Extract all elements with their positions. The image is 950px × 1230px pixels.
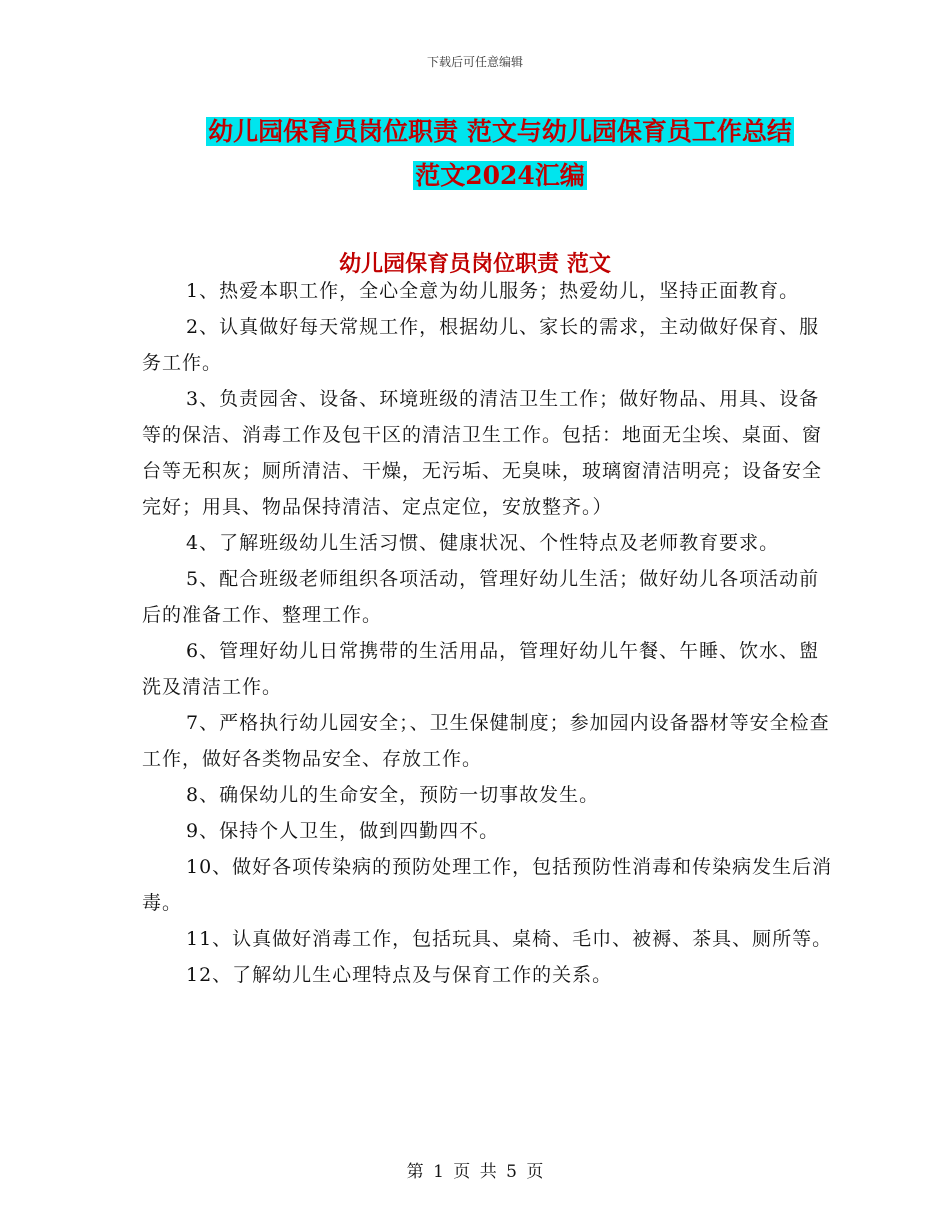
document-title-line-2: 范文2024汇编 xyxy=(415,161,585,190)
paragraph-11: 11、认真做好消毒工作，包括玩具、桌椅、毛巾、被褥、茶具、厕所等。 xyxy=(186,928,833,950)
paragraph-10: 10、做好各项传染病的预防处理工作，包括预防性消毒和传染病发生后消毒。 xyxy=(142,856,833,914)
page-header-note: 下载后可任意编辑 xyxy=(426,55,523,69)
paragraph-12: 12、了解幼儿生心理特点及与保育工作的关系。 xyxy=(186,964,613,986)
paragraph-9: 9、保持个人卫生，做到四勤四不。 xyxy=(186,820,500,842)
paragraph-5: 5、配合班级老师组织各项活动，管理好幼儿生活；做好幼儿各项活动前后的准备工作、整理工作。 xyxy=(142,568,820,626)
paragraph-6: 6、管理好幼儿日常携带的生活用品，管理好幼儿午餐、午睡、饮水、盥洗及清洁工作。 xyxy=(142,640,820,698)
paragraph-2: 2、认真做好每天常规工作，根据幼儿、家长的需求，主动做好保育、服务工作。 xyxy=(142,316,820,374)
section-heading: 幼儿园保育员岗位职责 范文 xyxy=(339,251,611,277)
paragraph-4: 4、了解班级幼儿生活习惯、健康状况、个性特点及老师教育要求。 xyxy=(186,532,780,554)
paragraph-8: 8、确保幼儿的生命安全，预防一切事故发生。 xyxy=(186,784,600,806)
paragraph-7: 7、严格执行幼儿园安全；、卫生保健制度；参加园内设备器材等安全检查工作，做好各类物品安全、存放工作。 xyxy=(142,712,830,770)
paragraph-3: 3、负责园舍、设备、环境班级的清洁卫生工作；做好物品、用具、设备等的保洁、消毒工作及包干区的清洁卫生工作。包括：地面无尘埃、桌面、窗台等无积灰；厕所清洁、干燥，无污垢、无臭味，玻璃窗清洁明亮；设备安全完好；用具、物品保持清洁、定点定位，安放整齐。） xyxy=(142,388,823,518)
page-number-footer: 第 1 页 共 5 页 xyxy=(406,1162,544,1182)
document-body xyxy=(142,273,834,993)
document-title xyxy=(150,110,850,198)
paragraph-1: 1、热爱本职工作，全心全意为幼儿服务；热爱幼儿，坚持正面教育。 xyxy=(186,280,800,302)
document-title-line-1: 幼儿园保育员岗位职责 范文与幼儿园保育员工作总结 xyxy=(208,117,792,146)
